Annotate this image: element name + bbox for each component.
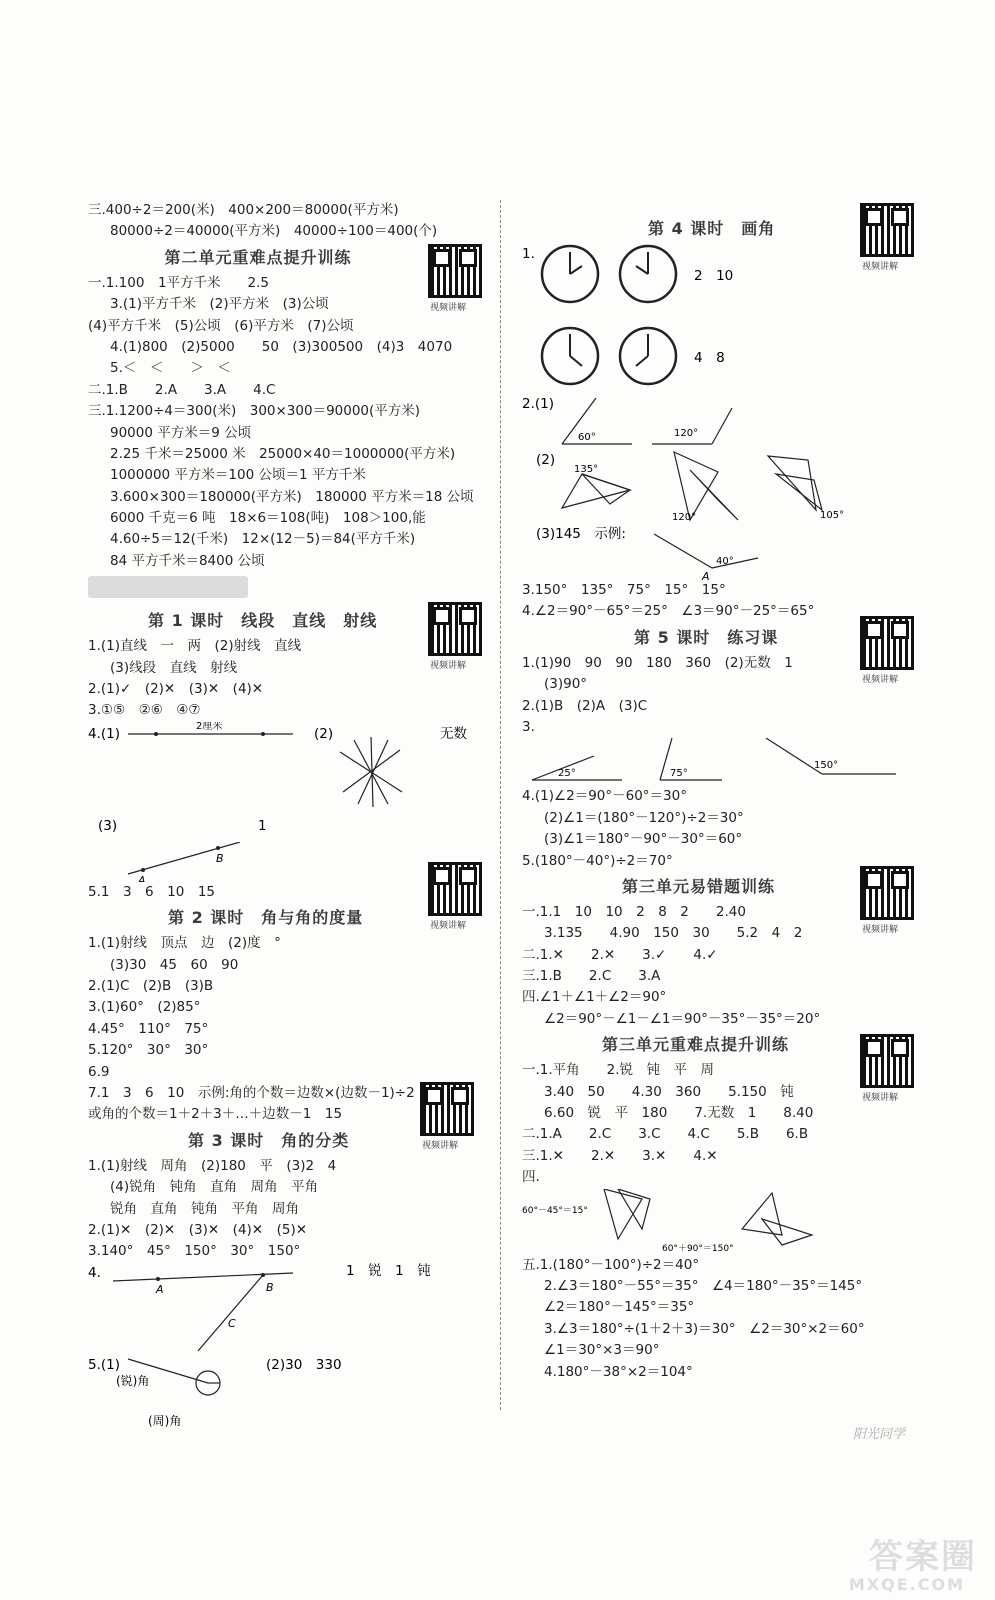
answer-line: 3.150° 135° 75° 15° 15° <box>522 582 726 598</box>
answer-line: (2)∠1＝(180°－120°)÷2＝30° <box>544 809 744 826</box>
answer-line: 7.1 3 6 10 示例:角的个数＝边数×(边数－1)÷2 <box>88 1084 415 1101</box>
unit3-key-title: 第三单元重难点提升训练 <box>602 1035 790 1055</box>
brand-logo: 阳光同学 <box>853 1427 906 1442</box>
answer-line: 四. <box>522 1169 540 1186</box>
answer-line: 3.①⑤ ②⑥ ④⑦ <box>88 702 201 719</box>
svg-text:60°: 60° <box>578 432 596 443</box>
svg-text:B: B <box>266 1280 274 1294</box>
angle-figure-2 <box>522 450 942 524</box>
lesson5-angles <box>522 738 942 786</box>
answer-line: (4)锐角 钝角 直角 周角 平角 <box>110 1179 319 1196</box>
answer-line: 三.1.✕ 2.✕ 3.✕ 4.✕ <box>522 1147 718 1164</box>
lesson3-q4-figure <box>88 1263 508 1355</box>
svg-text:(2): (2) <box>536 452 556 468</box>
svg-text:(3)145 示例:: (3)145 示例: <box>536 526 626 542</box>
svg-text:25°: 25° <box>558 768 576 780</box>
answer-line: ∠1＝30°×3＝90° <box>544 1342 660 1359</box>
svg-text:(2)30 330: (2)30 330 <box>266 1356 342 1373</box>
answer-line: 一.1.1 10 10 2 8 2 2.40 <box>522 903 746 920</box>
answer-line: 二.1.✕ 2.✕ 3.✓ 4.✓ <box>522 946 718 963</box>
qr-code-icon[interactable] <box>420 1082 474 1136</box>
answer-line: (4)平方千米 (5)公顷 (6)平方米 (7)公顷 <box>88 317 354 334</box>
answer-line: 5.1 3 6 10 15 <box>88 883 216 900</box>
answer-line: 80000÷2＝40000(平方米) 40000÷100＝400(个) <box>110 223 438 240</box>
faded-banner <box>88 576 248 598</box>
watermark-url: MXQE.COM <box>848 1575 965 1594</box>
answer-line: 4.60÷5＝12(千米) 12×(12－5)＝84(平方千米) <box>110 531 416 548</box>
answer-line: (3)90° <box>544 676 588 693</box>
qr-code-icon[interactable] <box>860 616 914 670</box>
infinite-text: 无数 <box>440 725 467 742</box>
answer-line: 锐角 直角 钝角 平角 周角 <box>110 1200 299 1217</box>
answer-line: 五.1.(180°－100°)÷2＝40° <box>522 1256 700 1273</box>
lesson3-q5-figure <box>88 1355 508 1435</box>
svg-text:(锐)角: (锐)角 <box>116 1373 150 1388</box>
svg-text:135°: 135° <box>574 464 599 475</box>
unit3-error-title: 第三单元易错题训练 <box>622 876 776 896</box>
one-text: 1 <box>258 817 267 834</box>
watermark-logo: 答案圈 <box>869 1537 977 1577</box>
left-column <box>88 200 508 1435</box>
answer-line: 2.(1)✕ (2)✕ (3)✕ (4)✕ (5)✕ <box>88 1221 308 1238</box>
answer-line: 1000000 平方米＝100 公顷＝1 平方千米 <box>110 467 366 484</box>
answer-line: 一.1.100 1平方千米 2.5 <box>88 274 269 291</box>
answer-line: 5.＜ ＜ ＞ ＜ <box>110 360 231 377</box>
svg-text:60°＋90°＝150°: 60°＋90°＝150° <box>662 1243 734 1254</box>
qr-label: 视频讲解 <box>422 1141 459 1151</box>
svg-text:2 10: 2 10 <box>694 268 734 284</box>
answer-line: (3)线段 直线 射线 <box>110 659 238 676</box>
answer-line: 一.1.平角 2.锐 钝 平 周 <box>522 1062 715 1079</box>
answer-line: 3.(1)平方千米 (2)平方米 (3)公顷 <box>110 296 329 313</box>
answer-line: 4.180°－38°×2＝104° <box>544 1363 693 1380</box>
answer-line: 3.140° 45° 150° 30° 150° <box>88 1243 301 1260</box>
q4-label: 4.(1) <box>88 725 121 742</box>
qr-code-icon[interactable] <box>860 1034 914 1088</box>
answer-line: 4.∠2＝90°－65°＝25° ∠3＝90°－25°＝65° <box>522 603 815 620</box>
svg-text:4 8: 4 8 <box>694 350 725 366</box>
answer-line: 2.(1)C (2)B (3)B <box>88 977 214 994</box>
answer-line: 2.25 千米＝25000 米 25000×40＝1000000(平方米) <box>110 445 456 462</box>
answer-line: 3.(1)60° (2)85° <box>88 999 201 1016</box>
answer-line: 二.1.A 2.C 3.C 4.C 5.B 6.B <box>522 1126 809 1143</box>
answer-line: 二.1.B 2.A 3.A 4.C <box>88 381 276 398</box>
answer-line: 6000 千克＝6 吨 18×6＝108(吨) 108＞100,能 <box>110 510 426 527</box>
svg-text:(周)角: (周)角 <box>148 1413 182 1428</box>
qr-label: 视频讲解 <box>430 921 467 931</box>
lesson1-title: 第 1 课时 线段 直线 射线 <box>148 611 378 631</box>
svg-text:120°: 120° <box>674 428 699 439</box>
q4-part3: (3) <box>98 817 118 834</box>
svg-text:5.(1): 5.(1) <box>88 1356 121 1373</box>
answer-line: 三.1.1200÷4＝300(米) 300×300＝90000(平方米) <box>88 403 421 420</box>
svg-text:40°: 40° <box>716 556 734 567</box>
answer-line: 90000 平方米＝9 公顷 <box>110 424 252 441</box>
answer-line: 3.40 50 4.30 360 5.150 钝 <box>544 1083 794 1100</box>
lesson5-title: 第 5 课时 练习课 <box>634 627 779 647</box>
svg-text:C: C <box>228 1316 236 1330</box>
svg-text:60°－45°＝15°: 60°－45°＝15° <box>522 1205 588 1216</box>
answer-line: 4.(1)∠2＝90°－60°＝30° <box>522 788 687 805</box>
segment-length: 2厘米 <box>196 721 223 732</box>
svg-text:A: A <box>156 1282 164 1296</box>
lesson4-title: 第 4 课时 画角 <box>648 219 776 238</box>
qr-label: 视频讲解 <box>862 262 899 272</box>
answer-line: (3)∠1＝180°－90°－30°＝60° <box>544 831 743 848</box>
qr-label: 视频讲解 <box>862 675 899 685</box>
answer-line: 三.400÷2＝200(米) 400×200＝80000(平方米) <box>88 202 399 218</box>
qr-code-icon[interactable] <box>428 602 482 656</box>
qr-label: 视频讲解 <box>862 1093 899 1103</box>
angle-figure-1 <box>522 394 942 450</box>
angle-figure-3 <box>522 524 942 580</box>
answer-line: 2.(1)B (2)A (3)C <box>522 697 648 714</box>
lesson2-title: 第 2 课时 角与角的度量 <box>168 908 364 928</box>
answer-line: 1.(1)90 90 90 180 360 (2)无数 1 <box>522 654 793 671</box>
qr-label: 视频讲解 <box>430 661 467 671</box>
answer-line: 2.∠3＝180°－55°＝35° ∠4＝180°－35°＝145° <box>544 1277 863 1294</box>
answer-line: ∠2＝180°－145°＝35° <box>544 1299 695 1316</box>
answer-line: 4.45° 110° 75° <box>88 1020 209 1037</box>
answer-line: 84 平方千米＝8400 公顷 <box>110 552 265 569</box>
svg-text:2.(1): 2.(1) <box>522 396 555 412</box>
qr-code-icon[interactable] <box>428 244 482 298</box>
svg-text:120°: 120° <box>672 512 697 523</box>
svg-text:B: B <box>216 851 224 865</box>
unit3-figure <box>522 1189 942 1255</box>
svg-text:4.: 4. <box>88 1264 101 1281</box>
lines-through-point <box>340 737 402 807</box>
answer-line: 5.(180°－40°)÷2＝70° <box>522 852 673 869</box>
qr-label: 视频讲解 <box>862 925 899 935</box>
answer-line: 3.∠3＝180°÷(1＋2＋3)＝30° ∠2＝30°×2＝60° <box>544 1320 865 1337</box>
answer-line: 2.(1)✓ (2)✕ (3)✕ (4)✕ <box>88 681 264 698</box>
unit2-title: 第二单元重难点提升训练 <box>164 247 352 267</box>
svg-text:A: A <box>702 570 710 580</box>
qr-label: 视频讲解 <box>430 303 467 313</box>
answer-line: 1.(1)射线 周角 (2)180 平 (3)2 4 <box>88 1157 337 1174</box>
answer-line: 三.1.B 2.C 3.A <box>522 968 661 985</box>
answer-line: 四.∠1＋∠1＋∠2＝90° <box>522 989 667 1006</box>
answer-line: 1.(1)直线 一 两 (2)射线 直线 <box>88 638 302 655</box>
answer-line: 5.120° 30° 30° <box>88 1042 209 1059</box>
svg-text:150°: 150° <box>814 760 839 772</box>
svg-text:A: A <box>138 873 146 882</box>
answer-line: 或角的个数＝1＋2＋3＋…＋边数－1 15 <box>88 1106 343 1123</box>
svg-text:105°: 105° <box>820 510 845 521</box>
answer-line: (3)30 45 60 90 <box>110 956 239 973</box>
answer-line: 4.(1)800 (2)5000 50 (3)300500 (4)3 4070 <box>110 338 453 355</box>
qr-code-icon[interactable] <box>860 203 914 257</box>
svg-text:1 锐 1 钝: 1 锐 1 钝 <box>346 1262 431 1279</box>
answer-line: 6.60 锐 平 180 7.无数 1 8.40 <box>544 1105 814 1122</box>
svg-text:75°: 75° <box>670 768 688 780</box>
answer-line: ∠2＝90°－∠1－∠1＝90°－35°－35°＝20° <box>544 1010 821 1027</box>
answer-line: 3.135 4.90 150 30 5.2 4 2 <box>544 925 803 942</box>
q4-part2: (2) <box>314 725 334 742</box>
lesson3-title: 第 3 课时 角的分类 <box>188 1130 350 1150</box>
qr-code-icon[interactable] <box>860 866 914 920</box>
lesson1-figure <box>88 722 508 842</box>
answer-line: 6.9 <box>88 1063 110 1080</box>
answer-line: 1.(1)射线 顶点 边 (2)度 ° <box>88 935 281 952</box>
qr-code-icon[interactable] <box>428 862 482 916</box>
answer-line: 3.600×300＝180000(平方米) 180000 平方米＝18 公顷 <box>110 488 474 505</box>
svg-text:1.: 1. <box>522 246 535 262</box>
right-column <box>522 200 942 1383</box>
answer-line: 3. <box>522 718 535 735</box>
